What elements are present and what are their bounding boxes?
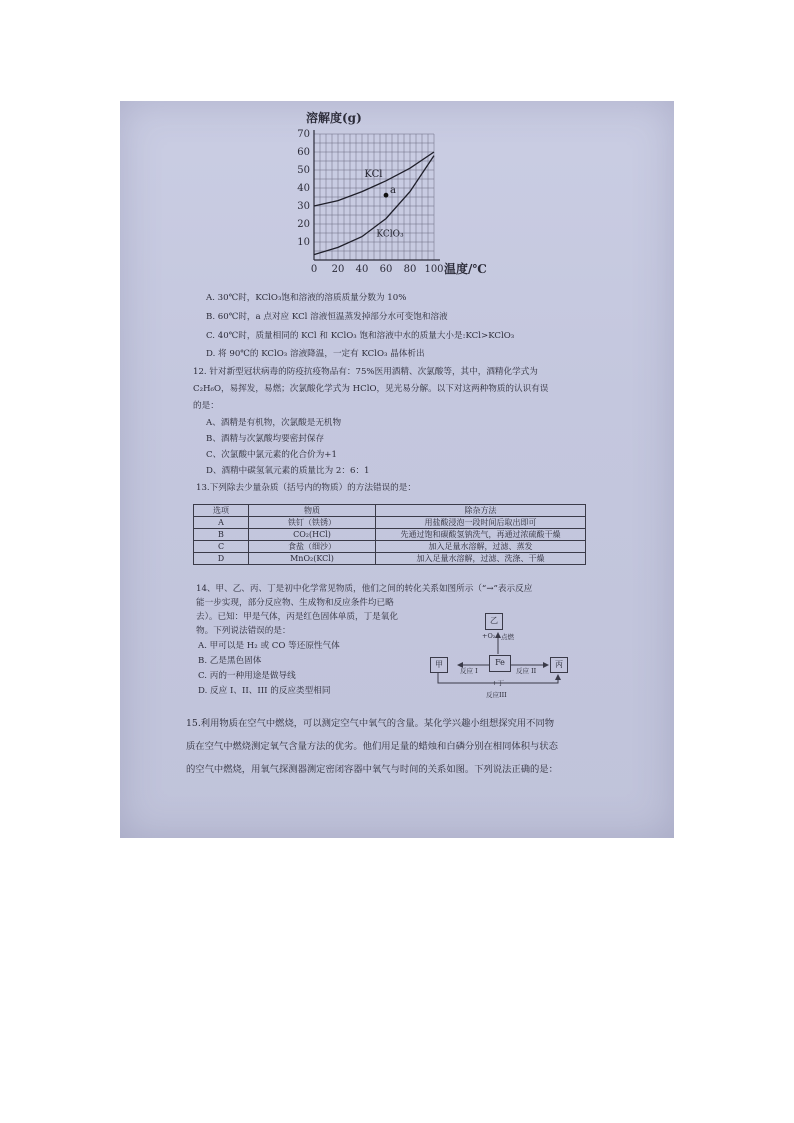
x-tick-label: 0 xyxy=(310,264,318,275)
table-header: 选项 xyxy=(194,505,249,517)
q12-stem-line1: 12. 针对新型冠状病毒的防疫抗疫物品有：75%医用酒精、次氯酸等，其中，酒精化学式为 xyxy=(193,367,538,377)
table-row xyxy=(194,517,586,529)
x-tick-label: 80 xyxy=(403,264,417,275)
q12-stem-line2: C₂H₆O，易挥发，易燃；次氯酸化学式为 HClO，见光易分解。以下对这两种物质的认识有误 xyxy=(193,384,549,394)
table-header-row xyxy=(194,505,586,517)
y-tick-label: 70 xyxy=(297,129,310,140)
q12-option-b: B、酒精与次氯酸均要密封保存 xyxy=(206,434,325,444)
q14-stem-line2: 能一步实现，部分反应物、生成物和反应条件均已略 xyxy=(196,598,394,608)
table-cell: A xyxy=(194,517,249,529)
q14-stem-line1: 14、甲、乙、丙、丁是初中化学常见物质，他们之间的转化关系如图所示（“→”表示反应 xyxy=(196,584,533,594)
table-cell: MnO₂(KCl) xyxy=(249,553,376,565)
q15-stem-line2: 质在空气中燃烧测定氧气含量方法的优劣。他们用足量的蜡烛和白磷分别在相同体积与状态 xyxy=(186,741,558,752)
table-cell: 加入足量水溶解，过滤、洗涤、干燥 xyxy=(376,553,586,565)
y-tick-label: 20 xyxy=(297,219,310,230)
table-header: 物质 xyxy=(249,505,376,517)
x-axis-label: 温度/℃ xyxy=(444,262,487,276)
q11-option-b: B. 60℃时，a 点对应 KCl 溶液恒温蒸发掉部分水可变饱和溶液 xyxy=(206,312,448,322)
q14-option-a: A. 甲可以是 H₂ 或 CO 等还原性气体 xyxy=(198,641,340,651)
node-fe: Fe xyxy=(489,655,511,672)
table-cell: 加入足量水溶解，过滤、蒸发 xyxy=(376,541,586,553)
label-o2: +O₂ xyxy=(482,632,496,640)
x-tick-label: 40 xyxy=(355,264,369,275)
table-cell: CO₂(HCl) xyxy=(249,529,376,541)
q15-stem-line1: 15.利用物质在空气中燃烧，可以测定空气中氧气的含量。某化学兴趣小组想探究用不同物 xyxy=(186,718,555,729)
node-bing: 丙 xyxy=(550,657,568,673)
table-row xyxy=(194,541,586,553)
q11-option-c: C. 40℃时，质量相同的 KCl 和 KClO₃ 饱和溶液中水的质量大小是:KCl>KClO₃ xyxy=(206,331,515,341)
chart-ylabel: 溶解度(g) xyxy=(306,111,362,125)
document-photo xyxy=(120,101,674,838)
q12-option-d: D、酒精中碳氢氧元素的质量比为 2：6：1 xyxy=(206,466,370,476)
label-reaction-3: 反应III xyxy=(486,691,507,699)
q12-option-c: C、次氯酸中氯元素的化合价为+1 xyxy=(206,450,337,460)
y-tick-label: 40 xyxy=(297,183,310,194)
q11-option-d: D. 将 90℃的 KClO₃ 溶液降温，一定有 KClO₃ 晶体析出 xyxy=(206,349,425,359)
table-cell: 先通过饱和碳酸氢钠洗气，再通过浓硫酸干燥 xyxy=(376,529,586,541)
x-tick-label: 100 xyxy=(424,264,444,275)
table-cell: C xyxy=(194,541,249,553)
node-jia: 甲 xyxy=(430,657,448,673)
y-tick-label: 60 xyxy=(297,147,310,158)
label-reaction-2: 反应 II xyxy=(516,667,537,675)
label-ding: +丁 xyxy=(492,679,504,687)
q14-stem-line3: 去）。已知：甲是气体，丙是红色固体单质，丁是氧化 xyxy=(196,612,398,622)
x-tick-label: 60 xyxy=(379,264,393,275)
y-tick-label: 10 xyxy=(297,237,310,248)
table-cell: 食盐（细沙） xyxy=(249,541,376,553)
q14-stem-line4: 物。下列说法错误的是： xyxy=(196,626,291,636)
table-row xyxy=(194,553,586,565)
q14-option-d: D. 反应 I、II、III 的反应类型相同 xyxy=(198,686,331,696)
table-cell: 铁钉（铁锈） xyxy=(249,517,376,529)
q14-option-b: B. 乙是黑色固体 xyxy=(198,656,262,666)
y-tick-label: 30 xyxy=(297,201,310,212)
table-cell: 用盐酸浸泡一段时间后取出即可 xyxy=(376,517,586,529)
q14-option-c: C. 丙的一种用途是做导线 xyxy=(198,671,296,681)
x-tick-label: 20 xyxy=(331,264,345,275)
point-a-label: a xyxy=(390,185,396,197)
y-tick-label: 50 xyxy=(297,165,310,176)
node-yi: 乙 xyxy=(485,613,503,630)
label-dianran: 点燃 xyxy=(501,633,514,641)
q13-table xyxy=(193,504,586,565)
label-reaction-1: 反应 I xyxy=(460,667,478,675)
kcl-label: KCl xyxy=(364,169,383,181)
q12-option-a: A、酒精是有机物，次氯酸是无机物 xyxy=(206,418,342,428)
solubility-chart xyxy=(280,126,580,288)
q12-stem-line3: 的是： xyxy=(193,401,219,411)
table-header: 除杂方法 xyxy=(376,505,586,517)
table-cell: D xyxy=(194,553,249,565)
table-row xyxy=(194,529,586,541)
q15-stem-line3: 的空气中燃烧，用氧气探测器测定密闭容器中氧气与时间的关系如图。下列说法正确的是： xyxy=(186,764,558,775)
point-a xyxy=(384,193,389,198)
kclo3-label: KClO₃ xyxy=(376,229,404,240)
q11-option-a: A. 30℃时，KClO₃饱和溶液的溶质质量分数为 10% xyxy=(206,293,407,303)
table-cell: B xyxy=(194,529,249,541)
q13-stem: 13.下列除去少量杂质（括号内的物质）的方法错误的是： xyxy=(196,483,416,493)
